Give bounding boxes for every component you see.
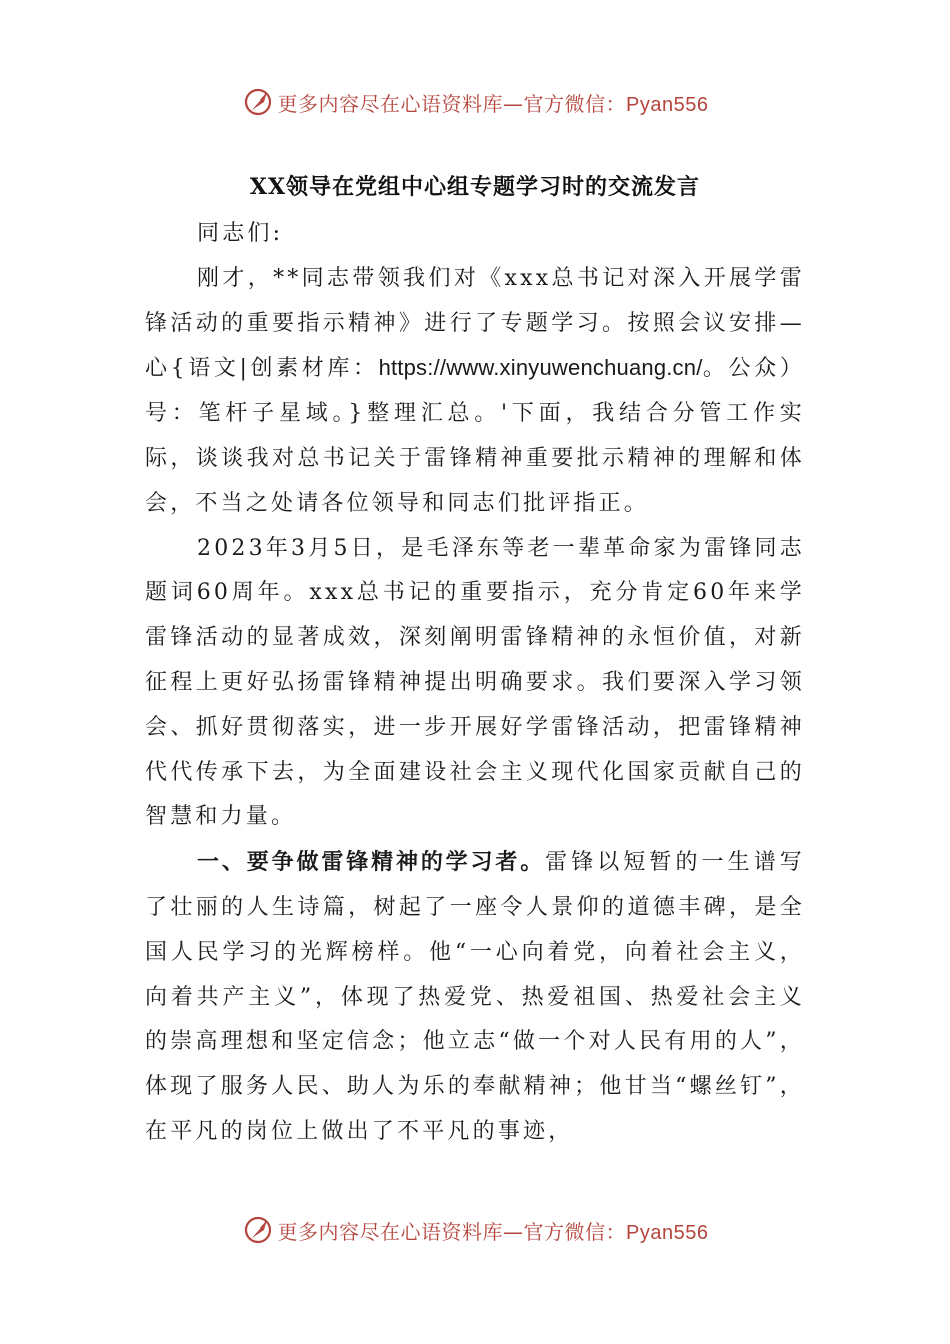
section-heading: 一、要争做雷锋精神的学习者。	[197, 849, 546, 876]
paragraph-section-one: 一、要争做雷锋精神的学习者。雷锋以短暂的一生谱写了壮丽的人生诗篇，树起了一座令人景仰的道德丰碑，是全国人民学习的光辉榜样。他“一心向着党，向着社会主义，向着共产主义”，体现了热爱党、热爱祖国、热爱社会主义的崇高理想和坚定信念；他立志“做一个对人民有用的人”，体现了服务人民、助人为乐的奉献精神；他甘当“螺丝钉”，在平凡的岗位上做出了不平凡的事迹，	[145, 849, 805, 1144]
footer-watermark-banner	[0, 1210, 950, 1250]
paragraph-anniversary: 2023年3月5日，是毛泽东等老一辈革命家为雷锋同志题词60周年。xxx总书记的重要指示，充分肯定60年来学雷锋活动的显著成效，深刻阐明雷锋精神的永恒价值，对新征程上更好弘扬雷锋精神提出明确要求。我们要深入学习领会、抓好贯彻落实，进一步开展好学雷锋活动，把雷锋精神代代传承下去，为全面建设社会主义现代化国家贡献自己的智慧和力量。	[145, 535, 805, 830]
header-watermark-banner	[0, 82, 950, 122]
salutation: 同志们:	[197, 221, 284, 246]
document-title: XX领导在党组中心组专题学习时的交流发言	[249, 174, 701, 200]
quill-logo-icon	[242, 1214, 274, 1246]
document-body	[145, 212, 805, 1155]
paragraph-intro: 刚才，**同志带领我们对《xxx总书记对深入开展学雷锋活动的重要指示精神》进行了专题学习。按照会议安排—心{语文|创素材库：https://www.xinyuwenchuang.cn/。公众）号：笔杆子星域。}整理汇总。'下面，我结合分管工作实际，谈谈我对总书记关于雷锋精神重要批示精神的理解和体会，不当之处请各位领导和同志们批评指正。	[145, 265, 805, 516]
source-url: https://www.xinyuwenchuang.cn/	[378, 355, 703, 381]
quill-logo-icon	[242, 86, 274, 118]
banner-text: 更多内容尽在心语资料库—官方微信：Pyan556	[277, 91, 709, 116]
banner-text: 更多内容尽在心语资料库—官方微信：Pyan556	[277, 1219, 709, 1244]
